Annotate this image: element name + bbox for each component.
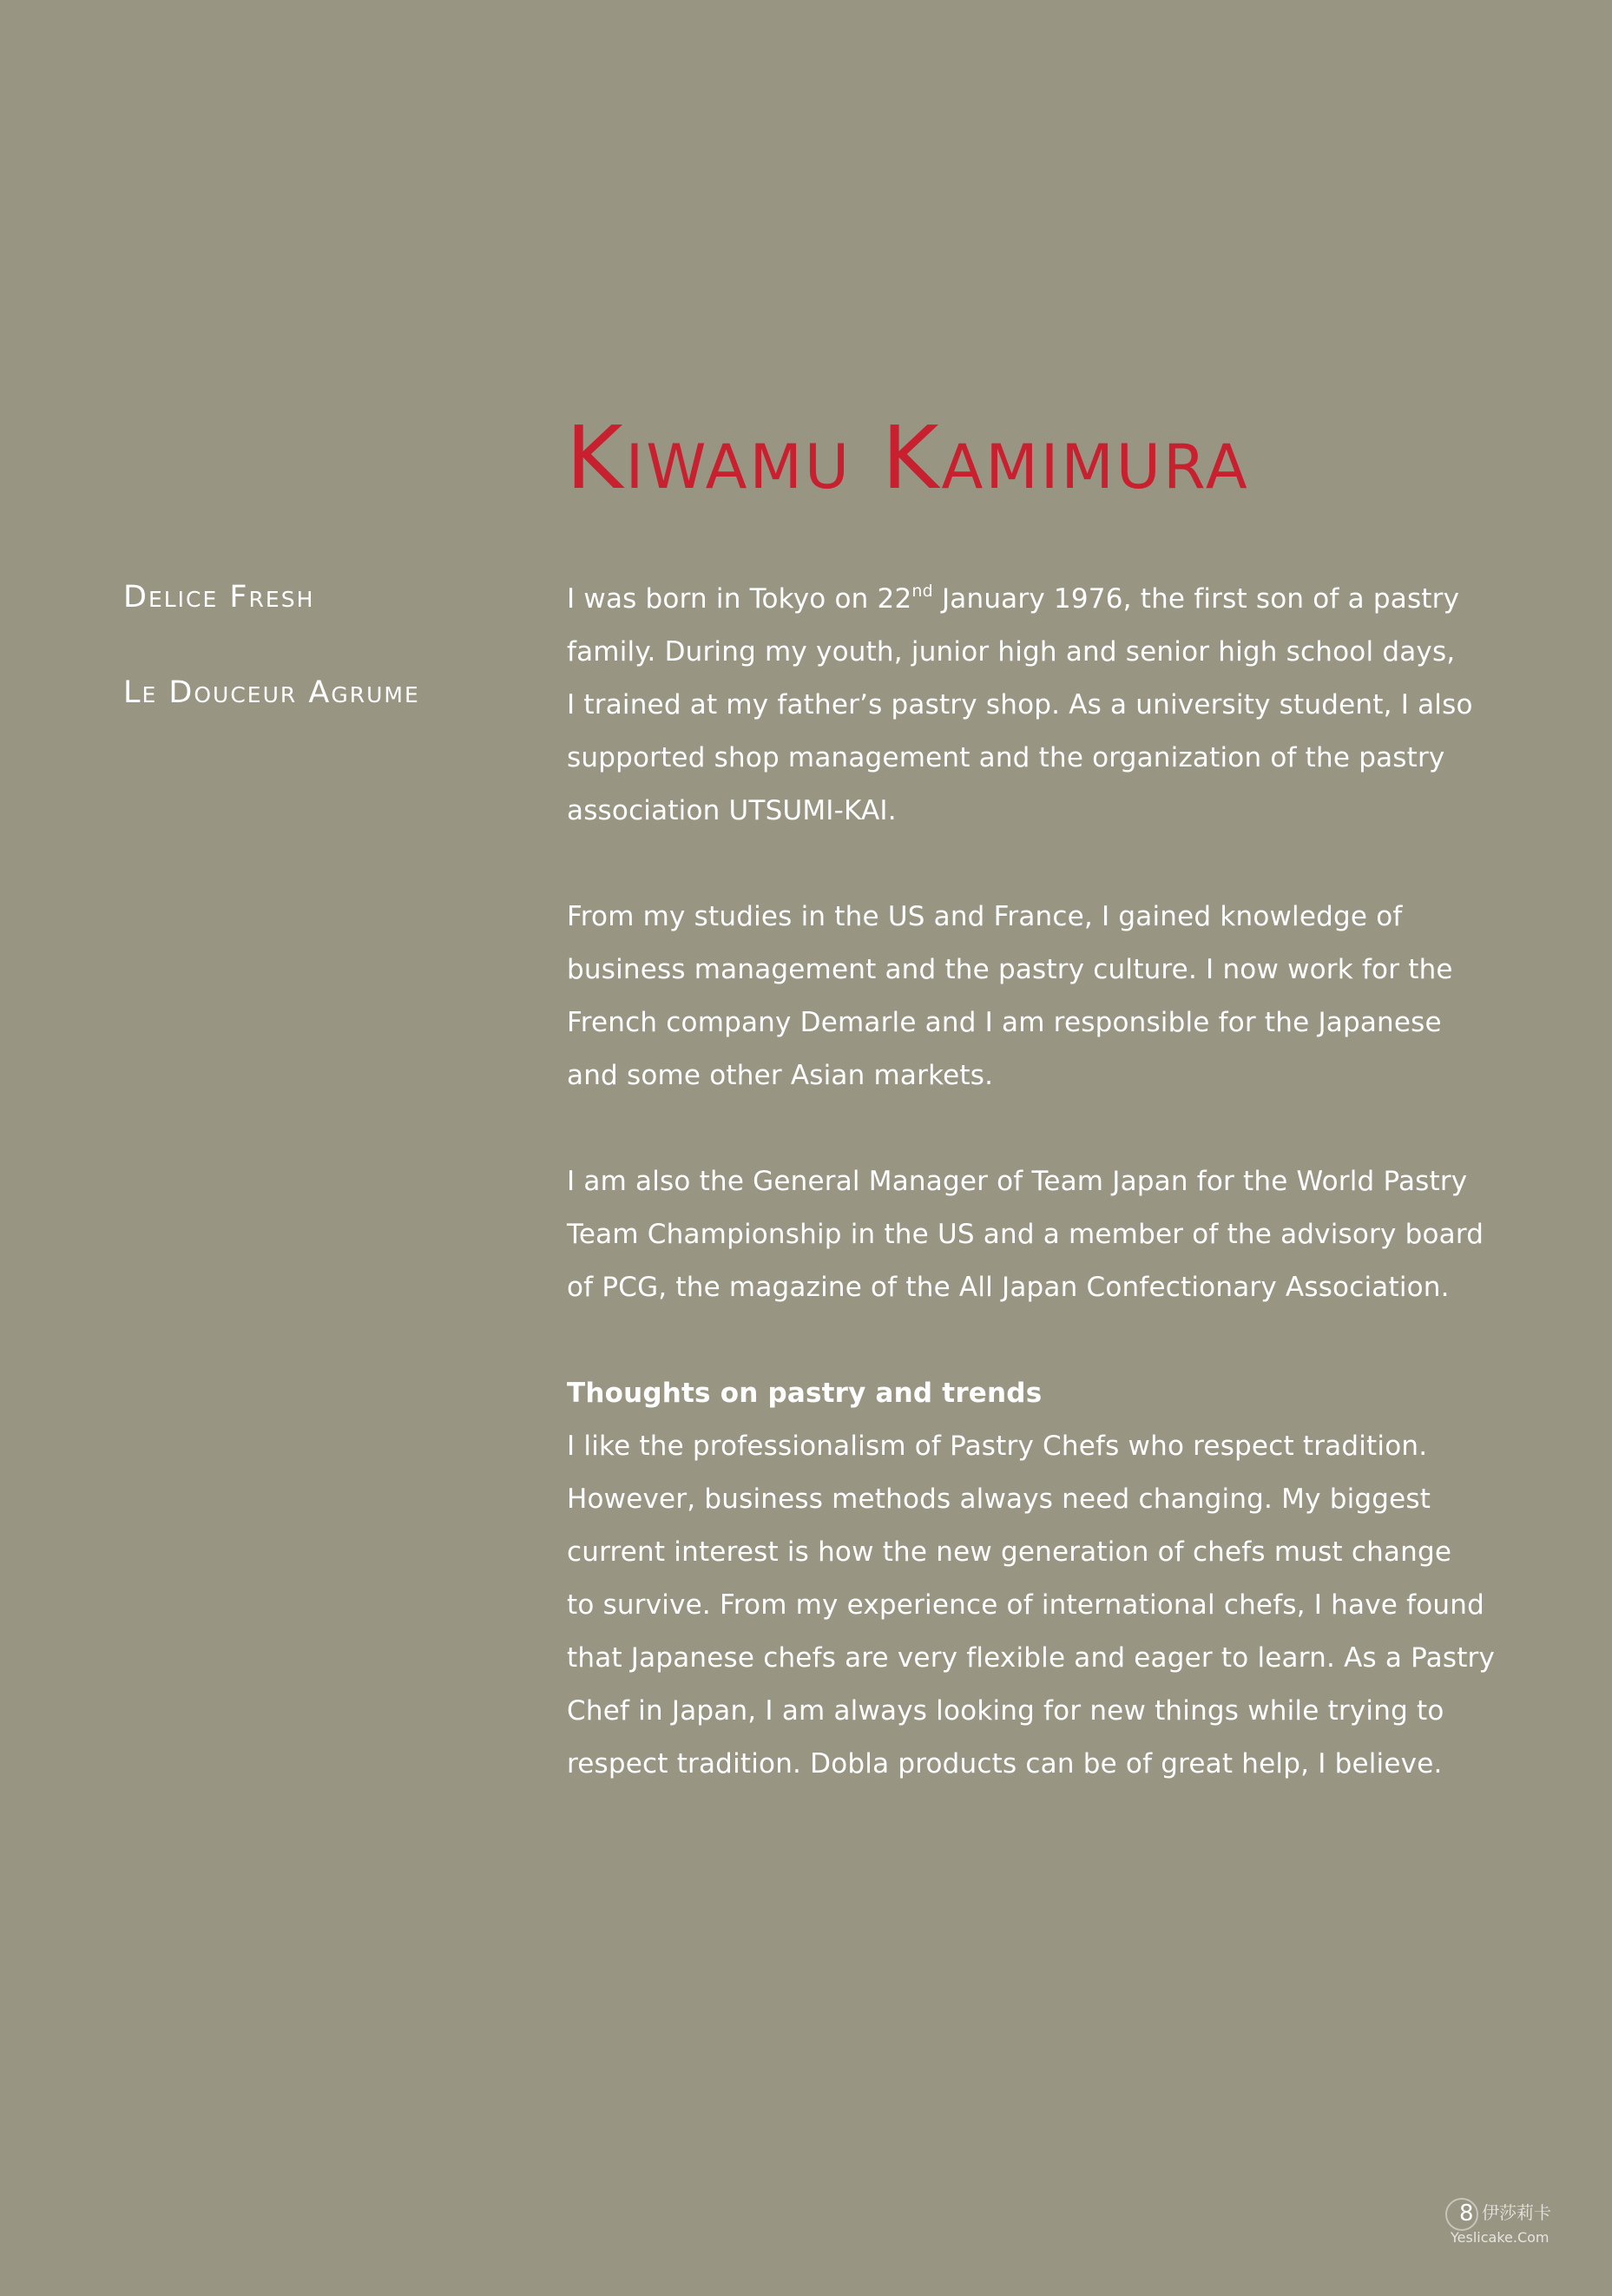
bio-line: I am also the General Manager of Team Japan for the World Pastry <box>567 1166 1468 1197</box>
bio-line: of PCG, the magazine of the All Japan Confectionary Association. <box>567 1272 1450 1303</box>
thoughts-line: that Japanese chefs are very flexible and eager to learn. As a Pastry <box>567 1642 1496 1674</box>
page-title: Kiwamu Kamimura <box>566 407 1250 509</box>
watermark-url: Yeslicake.Com <box>1451 2229 1549 2246</box>
bio-line: From my studies in the US and France, I gained knowledge of <box>567 901 1403 932</box>
thoughts-line: However, business methods always need changing. My biggest <box>567 1484 1431 1515</box>
bio-line: and some other Asian markets. <box>567 1060 994 1091</box>
thoughts-line: to survive. From my experience of international chefs, I have found <box>567 1589 1484 1621</box>
bio-line: I trained at my father’s pastry shop. As a university student, I also <box>567 689 1473 720</box>
thoughts-section <box>567 1367 1548 1791</box>
bio-line: French company Demarle and I am responsible for the Japanese <box>567 1007 1442 1038</box>
bio-line: supported shop management and the organization of the pastry <box>567 742 1445 773</box>
watermark-text: 伊莎莉卡 <box>1482 2202 1551 2223</box>
bio-paragraph-2 <box>567 891 1548 1102</box>
recipe-list <box>123 576 523 767</box>
thoughts-line: I like the professionalism of Pastry Chefs who respect tradition. <box>567 1431 1428 1462</box>
page-number: 8 <box>1459 2201 1474 2227</box>
bio-paragraph-1 <box>567 573 1548 838</box>
thoughts-line: Chef in Japan, I am always looking for new things while trying to <box>567 1695 1444 1727</box>
biography-body <box>567 573 1548 1844</box>
recipe-item-le-douceur-agrume: Le Douceur Agrume <box>123 675 420 710</box>
bio-line: Team Championship in the US and a member of the advisory board <box>567 1219 1484 1250</box>
bio-paragraph-3 <box>567 1155 1548 1314</box>
thoughts-line: current interest is how the new generation of chefs must change <box>567 1536 1452 1568</box>
thoughts-line: respect tradition. Dobla products can be of great help, I believe. <box>567 1748 1443 1780</box>
section-heading: Thoughts on pastry and trends <box>567 1378 1043 1409</box>
bio-line: association UTSUMI-KAI. <box>567 795 897 826</box>
recipe-item-delice-fresh: Delice Fresh <box>123 580 315 615</box>
bio-line: family. During my youth, junior high and senior high school days, <box>567 636 1456 668</box>
bio-line: I was born in Tokyo on 22nd January 1976, the first son of a pastry <box>567 582 1460 615</box>
bio-line: business management and the pastry culture. I now work for the <box>567 954 1453 985</box>
page-footer <box>1445 2196 1576 2257</box>
